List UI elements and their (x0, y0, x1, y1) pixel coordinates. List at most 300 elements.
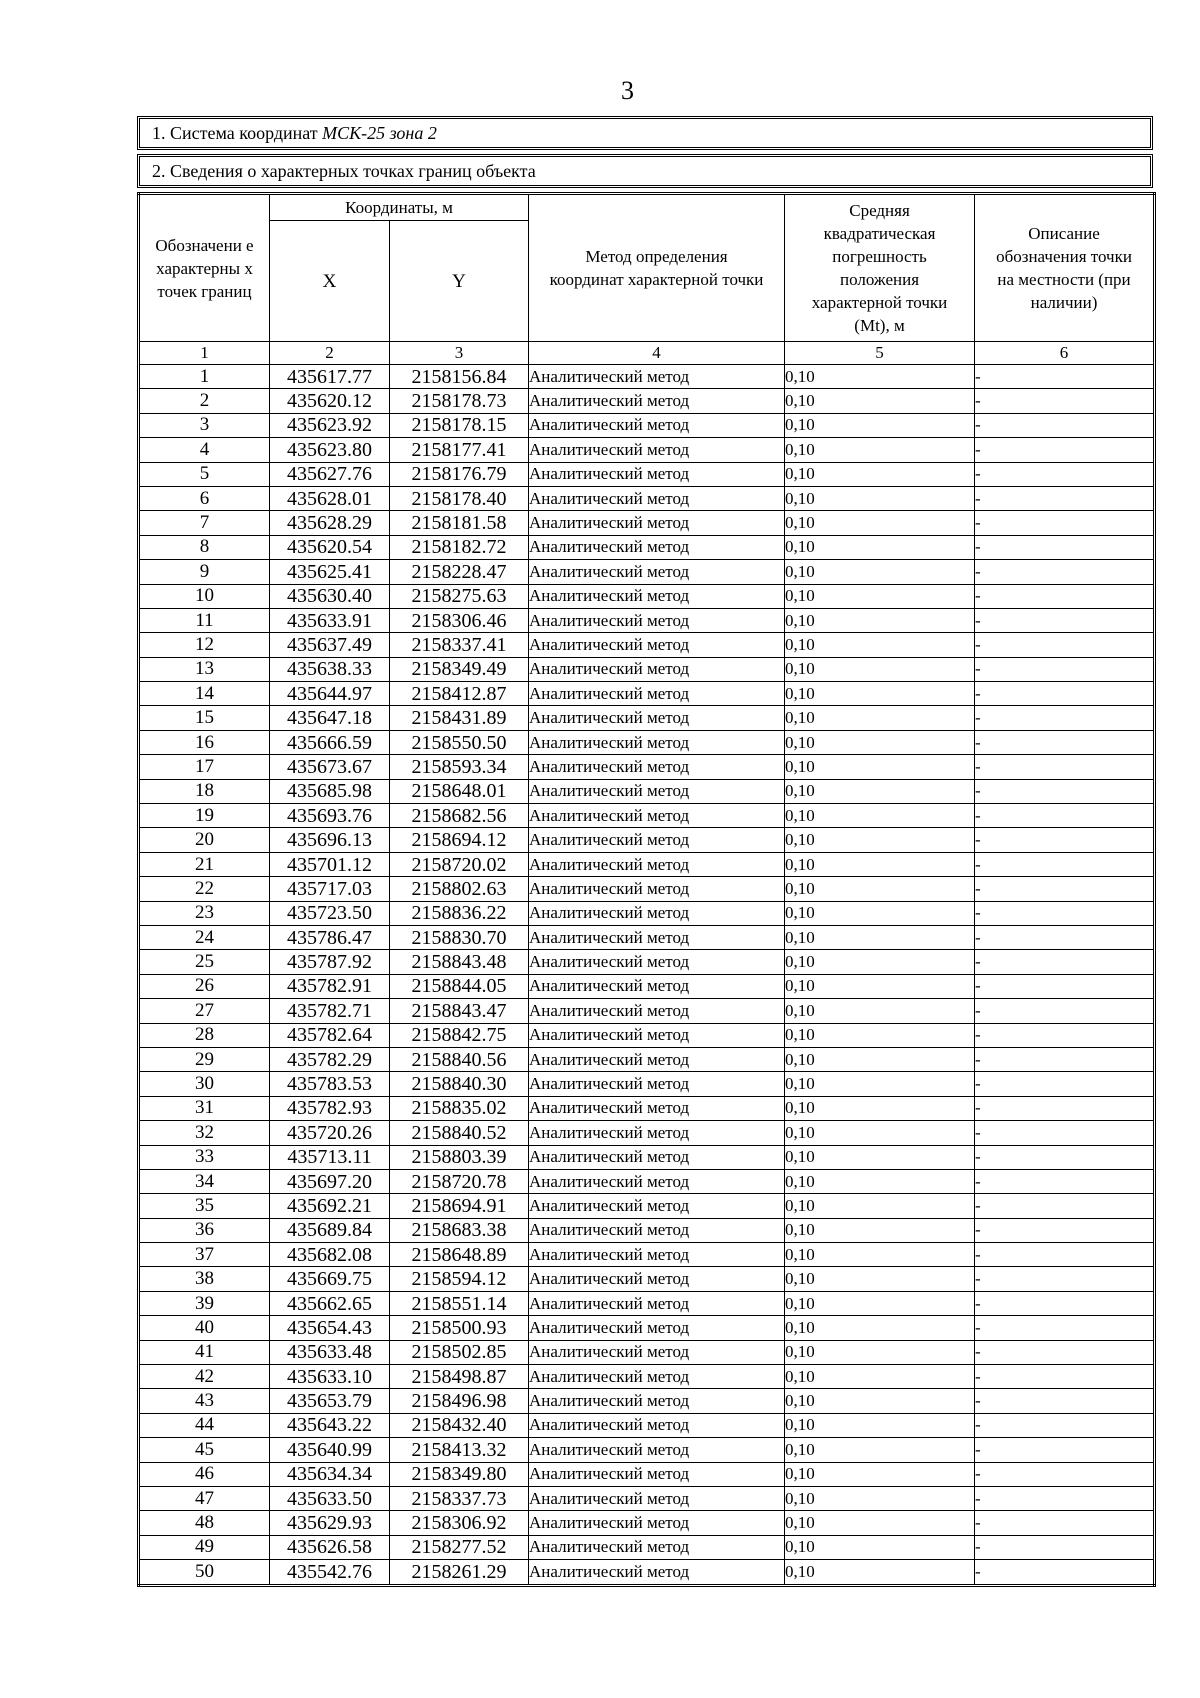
point-number: 26 (139, 974, 270, 998)
coord-y: 2158830.70 (390, 925, 529, 949)
description-cell: - (975, 1096, 1155, 1120)
description-cell: - (975, 1316, 1155, 1340)
method-cell: Аналитический метод (529, 462, 785, 486)
table-row (139, 365, 1155, 389)
point-number: 25 (139, 950, 270, 974)
point-number: 9 (139, 560, 270, 584)
coord-x: 435723.50 (270, 901, 390, 925)
table-row (139, 901, 1155, 925)
coord-y: 2158682.56 (390, 804, 529, 828)
error-cell: 0,10 (785, 779, 975, 803)
error-cell: 0,10 (785, 901, 975, 925)
coord-y: 2158412.87 (390, 682, 529, 706)
description-cell: - (975, 1023, 1155, 1047)
description-cell: - (975, 1218, 1155, 1242)
coord-y: 2158306.46 (390, 608, 529, 632)
description-cell: - (975, 413, 1155, 437)
table-row (139, 1023, 1155, 1047)
coord-x: 435782.91 (270, 974, 390, 998)
description-cell: - (975, 730, 1155, 754)
coord-y: 2158431.89 (390, 706, 529, 730)
coord-x: 435720.26 (270, 1121, 390, 1145)
coord-y: 2158843.48 (390, 950, 529, 974)
method-cell: Аналитический метод (529, 1121, 785, 1145)
point-number: 43 (139, 1389, 270, 1413)
table-row (139, 877, 1155, 901)
coord-y: 2158840.52 (390, 1121, 529, 1145)
coord-x: 435701.12 (270, 852, 390, 876)
coord-y: 2158498.87 (390, 1365, 529, 1389)
method-cell: Аналитический метод (529, 1047, 785, 1071)
point-number: 30 (139, 1072, 270, 1096)
point-number: 47 (139, 1486, 270, 1510)
table-row (139, 755, 1155, 779)
description-cell: - (975, 1340, 1155, 1364)
coord-x: 435638.33 (270, 657, 390, 681)
boundary-points-table (137, 192, 1156, 1587)
point-number: 5 (139, 462, 270, 486)
description-cell: - (975, 1365, 1155, 1389)
coord-y: 2158594.12 (390, 1267, 529, 1291)
method-cell: Аналитический метод (529, 1365, 785, 1389)
table-row (139, 1072, 1155, 1096)
point-number: 20 (139, 828, 270, 852)
coord-x: 435633.48 (270, 1340, 390, 1364)
coord-x: 435782.29 (270, 1047, 390, 1071)
error-cell: 0,10 (785, 999, 975, 1023)
table-row (139, 730, 1155, 754)
error-cell: 0,10 (785, 925, 975, 949)
column-number: 2 (270, 342, 390, 365)
coord-y: 2158500.93 (390, 1316, 529, 1340)
table-row (139, 682, 1155, 706)
coordinate-system-label: 1. Система координат (152, 122, 318, 143)
error-cell: 0,10 (785, 1267, 975, 1291)
method-cell: Аналитический метод (529, 584, 785, 608)
coord-y: 2158496.98 (390, 1389, 529, 1413)
method-cell: Аналитический метод (529, 1438, 785, 1462)
method-cell: Аналитический метод (529, 1023, 785, 1047)
description-cell: - (975, 462, 1155, 486)
point-number: 8 (139, 535, 270, 559)
description-cell: - (975, 365, 1155, 389)
table-row (139, 1047, 1155, 1071)
table-row (139, 950, 1155, 974)
method-cell: Аналитический метод (529, 1316, 785, 1340)
header-description: Описание обозначения точки на местности (при наличии) (975, 194, 1155, 342)
table-row (139, 1413, 1155, 1437)
point-number: 36 (139, 1218, 270, 1242)
table-row (139, 486, 1155, 510)
table-row (139, 804, 1155, 828)
error-cell: 0,10 (785, 1047, 975, 1071)
point-number: 29 (139, 1047, 270, 1071)
method-cell: Аналитический метод (529, 1462, 785, 1486)
description-cell: - (975, 974, 1155, 998)
coord-y: 2158337.41 (390, 633, 529, 657)
method-cell: Аналитический метод (529, 535, 785, 559)
coord-y: 2158835.02 (390, 1096, 529, 1120)
table-row (139, 1145, 1155, 1169)
table-row (139, 706, 1155, 730)
error-cell: 0,10 (785, 1365, 975, 1389)
method-cell: Аналитический метод (529, 706, 785, 730)
coord-x: 435630.40 (270, 584, 390, 608)
description-cell: - (975, 657, 1155, 681)
error-cell: 0,10 (785, 535, 975, 559)
point-number: 6 (139, 486, 270, 510)
points-body (139, 365, 1155, 1586)
description-cell: - (975, 1291, 1155, 1315)
point-number: 11 (139, 608, 270, 632)
description-cell: - (975, 828, 1155, 852)
table-row (139, 1218, 1155, 1242)
point-number: 40 (139, 1316, 270, 1340)
method-cell: Аналитический метод (529, 682, 785, 706)
description-cell: - (975, 1047, 1155, 1071)
table-row (139, 1462, 1155, 1486)
error-cell: 0,10 (785, 1438, 975, 1462)
error-cell: 0,10 (785, 1340, 975, 1364)
table-row (139, 999, 1155, 1023)
coord-x: 435653.79 (270, 1389, 390, 1413)
description-cell: - (975, 950, 1155, 974)
point-number: 16 (139, 730, 270, 754)
coord-y: 2158844.05 (390, 974, 529, 998)
coord-y: 2158842.75 (390, 1023, 529, 1047)
table-row (139, 1267, 1155, 1291)
error-cell: 0,10 (785, 730, 975, 754)
coord-x: 435689.84 (270, 1218, 390, 1242)
column-number: 4 (529, 342, 785, 365)
coord-x: 435633.91 (270, 608, 390, 632)
coord-x: 435625.41 (270, 560, 390, 584)
method-cell: Аналитический метод (529, 1486, 785, 1510)
coord-x: 435644.97 (270, 682, 390, 706)
coord-y: 2158432.40 (390, 1413, 529, 1437)
method-cell: Аналитический метод (529, 511, 785, 535)
error-cell: 0,10 (785, 462, 975, 486)
method-cell: Аналитический метод (529, 486, 785, 510)
method-cell: Аналитический метод (529, 1169, 785, 1193)
description-cell: - (975, 1389, 1155, 1413)
description-cell: - (975, 1560, 1155, 1585)
description-cell: - (975, 779, 1155, 803)
error-cell: 0,10 (785, 657, 975, 681)
point-number: 49 (139, 1535, 270, 1559)
error-cell: 0,10 (785, 1023, 975, 1047)
coord-y: 2158413.32 (390, 1438, 529, 1462)
coord-y: 2158228.47 (390, 560, 529, 584)
description-cell: - (975, 901, 1155, 925)
error-cell: 0,10 (785, 950, 975, 974)
coord-y: 2158502.85 (390, 1340, 529, 1364)
point-number: 21 (139, 852, 270, 876)
column-number: 1 (139, 342, 270, 365)
coord-y: 2158840.56 (390, 1047, 529, 1071)
description-cell: - (975, 584, 1155, 608)
point-number: 39 (139, 1291, 270, 1315)
point-number: 7 (139, 511, 270, 535)
error-cell: 0,10 (785, 1243, 975, 1267)
description-cell: - (975, 755, 1155, 779)
method-cell: Аналитический метод (529, 974, 785, 998)
point-number: 38 (139, 1267, 270, 1291)
coordinate-system-value: МСК-25 зона 2 (322, 122, 437, 143)
coordinate-system-section (137, 116, 1153, 150)
coord-x: 435623.92 (270, 413, 390, 437)
error-cell: 0,10 (785, 389, 975, 413)
point-number: 24 (139, 925, 270, 949)
coord-y: 2158349.49 (390, 657, 529, 681)
error-cell: 0,10 (785, 1462, 975, 1486)
table-row (139, 608, 1155, 632)
error-cell: 0,10 (785, 1194, 975, 1218)
coord-x: 435542.76 (270, 1560, 390, 1585)
point-number: 48 (139, 1511, 270, 1535)
point-number: 27 (139, 999, 270, 1023)
table-row (139, 1243, 1155, 1267)
table-row (139, 1194, 1155, 1218)
method-cell: Аналитический метод (529, 1267, 785, 1291)
method-cell: Аналитический метод (529, 1413, 785, 1437)
coord-x: 435647.18 (270, 706, 390, 730)
point-number: 32 (139, 1121, 270, 1145)
point-number: 13 (139, 657, 270, 681)
coord-x: 435662.65 (270, 1291, 390, 1315)
coord-x: 435628.29 (270, 511, 390, 535)
coord-x: 435654.43 (270, 1316, 390, 1340)
coord-y: 2158178.40 (390, 486, 529, 510)
table-row (139, 974, 1155, 998)
method-cell: Аналитический метод (529, 413, 785, 437)
document-frame (137, 116, 1153, 1587)
method-cell: Аналитический метод (529, 1535, 785, 1559)
method-cell: Аналитический метод (529, 560, 785, 584)
coord-y: 2158648.89 (390, 1243, 529, 1267)
coord-x: 435626.58 (270, 1535, 390, 1559)
point-number: 1 (139, 365, 270, 389)
coord-x: 435782.64 (270, 1023, 390, 1047)
coord-x: 435783.53 (270, 1072, 390, 1096)
method-cell: Аналитический метод (529, 901, 785, 925)
method-cell: Аналитический метод (529, 1096, 785, 1120)
point-number: 3 (139, 413, 270, 437)
table-row (139, 1486, 1155, 1510)
point-number: 37 (139, 1243, 270, 1267)
method-cell: Аналитический метод (529, 950, 785, 974)
description-cell: - (975, 1462, 1155, 1486)
error-cell: 0,10 (785, 486, 975, 510)
method-cell: Аналитический метод (529, 1291, 785, 1315)
method-cell: Аналитический метод (529, 1511, 785, 1535)
description-cell: - (975, 1438, 1155, 1462)
coord-y: 2158648.01 (390, 779, 529, 803)
point-number: 22 (139, 877, 270, 901)
method-cell: Аналитический метод (529, 438, 785, 462)
column-number: 5 (785, 342, 975, 365)
table-row (139, 1535, 1155, 1559)
coord-y: 2158177.41 (390, 438, 529, 462)
table-row (139, 657, 1155, 681)
method-cell: Аналитический метод (529, 877, 785, 901)
point-number: 10 (139, 584, 270, 608)
coord-x: 435669.75 (270, 1267, 390, 1291)
coord-y: 2158261.29 (390, 1560, 529, 1585)
description-cell: - (975, 682, 1155, 706)
table-row (139, 584, 1155, 608)
error-cell: 0,10 (785, 1560, 975, 1585)
coord-x: 435633.10 (270, 1365, 390, 1389)
description-cell: - (975, 1145, 1155, 1169)
method-cell: Аналитический метод (529, 779, 785, 803)
description-cell: - (975, 1194, 1155, 1218)
error-cell: 0,10 (785, 1316, 975, 1340)
point-number: 4 (139, 438, 270, 462)
boundary-points-section (137, 154, 1153, 188)
coord-x: 435633.50 (270, 1486, 390, 1510)
coord-y: 2158349.80 (390, 1462, 529, 1486)
error-cell: 0,10 (785, 828, 975, 852)
error-cell: 0,10 (785, 1072, 975, 1096)
error-cell: 0,10 (785, 1169, 975, 1193)
table-row (139, 828, 1155, 852)
coord-x: 435697.20 (270, 1169, 390, 1193)
table-row (139, 535, 1155, 559)
coord-y: 2158306.92 (390, 1511, 529, 1535)
method-cell: Аналитический метод (529, 657, 785, 681)
coord-x: 435620.12 (270, 389, 390, 413)
method-cell: Аналитический метод (529, 389, 785, 413)
error-cell: 0,10 (785, 1486, 975, 1510)
table-row (139, 1340, 1155, 1364)
point-number: 42 (139, 1365, 270, 1389)
coord-x: 435617.77 (270, 365, 390, 389)
coord-x: 435693.76 (270, 804, 390, 828)
method-cell: Аналитический метод (529, 1243, 785, 1267)
coord-x: 435787.92 (270, 950, 390, 974)
table-row (139, 413, 1155, 437)
table-row (139, 511, 1155, 535)
description-cell: - (975, 1486, 1155, 1510)
coord-x: 435634.34 (270, 1462, 390, 1486)
coord-x: 435782.71 (270, 999, 390, 1023)
method-cell: Аналитический метод (529, 828, 785, 852)
description-cell: - (975, 999, 1155, 1023)
point-number: 31 (139, 1096, 270, 1120)
coord-y: 2158176.79 (390, 462, 529, 486)
point-number: 41 (139, 1340, 270, 1364)
coord-y: 2158181.58 (390, 511, 529, 535)
coord-y: 2158178.15 (390, 413, 529, 437)
coord-x: 435640.99 (270, 1438, 390, 1462)
table-row (139, 1121, 1155, 1145)
table-row (139, 560, 1155, 584)
coord-x: 435628.01 (270, 486, 390, 510)
point-number: 23 (139, 901, 270, 925)
method-cell: Аналитический метод (529, 852, 785, 876)
table-row (139, 1389, 1155, 1413)
point-number: 35 (139, 1194, 270, 1218)
point-number: 28 (139, 1023, 270, 1047)
table-row (139, 1291, 1155, 1315)
coord-y: 2158156.84 (390, 365, 529, 389)
method-cell: Аналитический метод (529, 608, 785, 632)
table-row (139, 633, 1155, 657)
description-cell: - (975, 706, 1155, 730)
table-row (139, 1560, 1155, 1585)
error-cell: 0,10 (785, 1291, 975, 1315)
coord-x: 435643.22 (270, 1413, 390, 1437)
coord-y: 2158593.34 (390, 755, 529, 779)
table-row (139, 852, 1155, 876)
method-cell: Аналитический метод (529, 1072, 785, 1096)
point-number: 45 (139, 1438, 270, 1462)
description-cell: - (975, 608, 1155, 632)
error-cell: 0,10 (785, 755, 975, 779)
table-row (139, 1365, 1155, 1389)
description-cell: - (975, 804, 1155, 828)
table-row (139, 389, 1155, 413)
table-row (139, 779, 1155, 803)
coord-y: 2158551.14 (390, 1291, 529, 1315)
point-number: 44 (139, 1413, 270, 1437)
coord-y: 2158843.47 (390, 999, 529, 1023)
method-cell: Аналитический метод (529, 1560, 785, 1585)
coord-x: 435673.67 (270, 755, 390, 779)
table-row (139, 925, 1155, 949)
coord-x: 435682.08 (270, 1243, 390, 1267)
boundary-points-title: 2. Сведения о характерных точках границ объекта (152, 160, 536, 181)
description-cell: - (975, 925, 1155, 949)
coord-x: 435629.93 (270, 1511, 390, 1535)
method-cell: Аналитический метод (529, 633, 785, 657)
table-row (139, 462, 1155, 486)
description-cell: - (975, 535, 1155, 559)
error-cell: 0,10 (785, 1145, 975, 1169)
method-cell: Аналитический метод (529, 1194, 785, 1218)
coord-x: 435782.93 (270, 1096, 390, 1120)
method-cell: Аналитический метод (529, 755, 785, 779)
description-cell: - (975, 389, 1155, 413)
point-number: 50 (139, 1560, 270, 1585)
column-number-row (139, 342, 1155, 365)
method-cell: Аналитический метод (529, 1218, 785, 1242)
error-cell: 0,10 (785, 1121, 975, 1145)
error-cell: 0,10 (785, 1511, 975, 1535)
method-cell: Аналитический метод (529, 1145, 785, 1169)
coord-y: 2158182.72 (390, 535, 529, 559)
error-cell: 0,10 (785, 584, 975, 608)
description-cell: - (975, 1535, 1155, 1559)
method-cell: Аналитический метод (529, 999, 785, 1023)
coord-x: 435627.76 (270, 462, 390, 486)
description-cell: - (975, 486, 1155, 510)
description-cell: - (975, 511, 1155, 535)
header-coordinates: Координаты, м (270, 194, 529, 221)
description-cell: - (975, 1413, 1155, 1437)
description-cell: - (975, 1267, 1155, 1291)
description-cell: - (975, 1121, 1155, 1145)
page-number: 3 (621, 76, 634, 105)
error-cell: 0,10 (785, 1096, 975, 1120)
coord-y: 2158840.30 (390, 1072, 529, 1096)
error-cell: 0,10 (785, 365, 975, 389)
method-cell: Аналитический метод (529, 804, 785, 828)
column-number: 6 (975, 342, 1155, 365)
error-cell: 0,10 (785, 1218, 975, 1242)
error-cell: 0,10 (785, 682, 975, 706)
